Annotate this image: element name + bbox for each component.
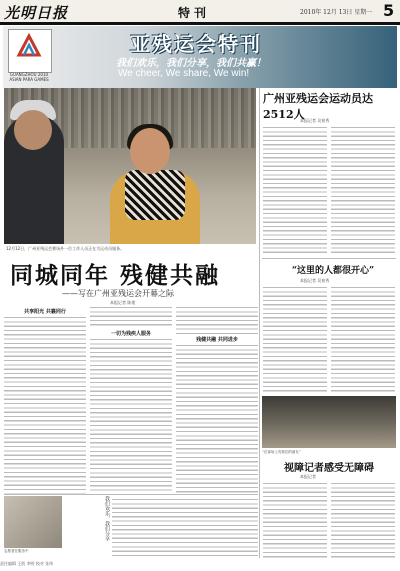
main-column-3-intro (176, 306, 258, 334)
games-logo-icon (16, 33, 42, 59)
right-top-headline: 广州亚残运会运动员达2512人 (263, 92, 373, 121)
banner-title: 亚残运会特刊 (130, 32, 262, 56)
main-photo-caption: 12月12日，广州亚残运会赛场外一位工作人员正在为运动员服务。 (6, 246, 125, 251)
right-bottom-column-2 (331, 482, 395, 558)
main-subheadline: ——写在广州亚残运会开幕之际 (62, 289, 174, 298)
bottom-column (112, 498, 258, 556)
masthead: 光明日报 (4, 4, 69, 22)
footer: 责任编辑 王凯 李明 校对 张伟 (0, 561, 54, 566)
section-heading-1: 共享阳光 共襄同行 (24, 309, 66, 315)
page-number: 5 (383, 1, 395, 20)
right-mid-byline: 本报记者 吴春秀 (300, 278, 330, 283)
main-headline: 同城同年 残健共融 (10, 262, 221, 289)
right-top-column-1 (263, 126, 327, 254)
bottom-photo-caption: 志愿者在服务中 (4, 549, 29, 553)
dateline: 2010年 12月 13日 星期一 (300, 9, 373, 16)
main-column-2-intro (90, 306, 172, 328)
main-column-3 (176, 344, 258, 494)
column-divider (259, 88, 260, 558)
photo-woman-scarf (125, 170, 185, 220)
right-top-column-2 (331, 126, 395, 254)
banner-slogan-en: We cheer, We share, We win! (118, 68, 250, 79)
section-title: 特刊 (178, 6, 211, 20)
banner-slogan-cn: 我们欢乐，我们分享，我们共赢！ (116, 58, 266, 69)
main-byline: 本报记者 陈建 (110, 300, 136, 305)
right-photo-caption: “在赛场上有我们的朋友” (262, 450, 301, 454)
right-top-byline: 本报记者 吴春秀 (300, 118, 330, 123)
right-mid-column-1 (263, 286, 327, 392)
right-photo (262, 396, 396, 448)
photo-man-head (14, 110, 52, 150)
main-column-1 (4, 316, 86, 494)
main-column-2 (90, 338, 172, 494)
right-mid-headline: “这里的人都很开心” (291, 266, 375, 276)
right-bottom-byline: 本报记者 (300, 474, 316, 479)
games-logo-text: GUANGZHOU 2010 ASIAN PARA GAMES (9, 72, 49, 82)
photo-woman-head (130, 128, 170, 174)
section-heading-2: 一切为残疾人服务 (110, 331, 151, 337)
bottom-photo (4, 496, 62, 548)
right-divider-1 (262, 258, 396, 259)
right-bottom-column-1 (263, 482, 327, 558)
section-heading-3: 残健共融 共同进步 (196, 337, 238, 343)
bottom-poem: 我们欢乐，我们分享 (104, 496, 110, 541)
right-bottom-headline: 视障记者感受无障碍 (284, 463, 374, 474)
bottom-divider (4, 494, 258, 495)
header-rule (0, 22, 400, 25)
right-mid-column-2 (331, 286, 395, 392)
